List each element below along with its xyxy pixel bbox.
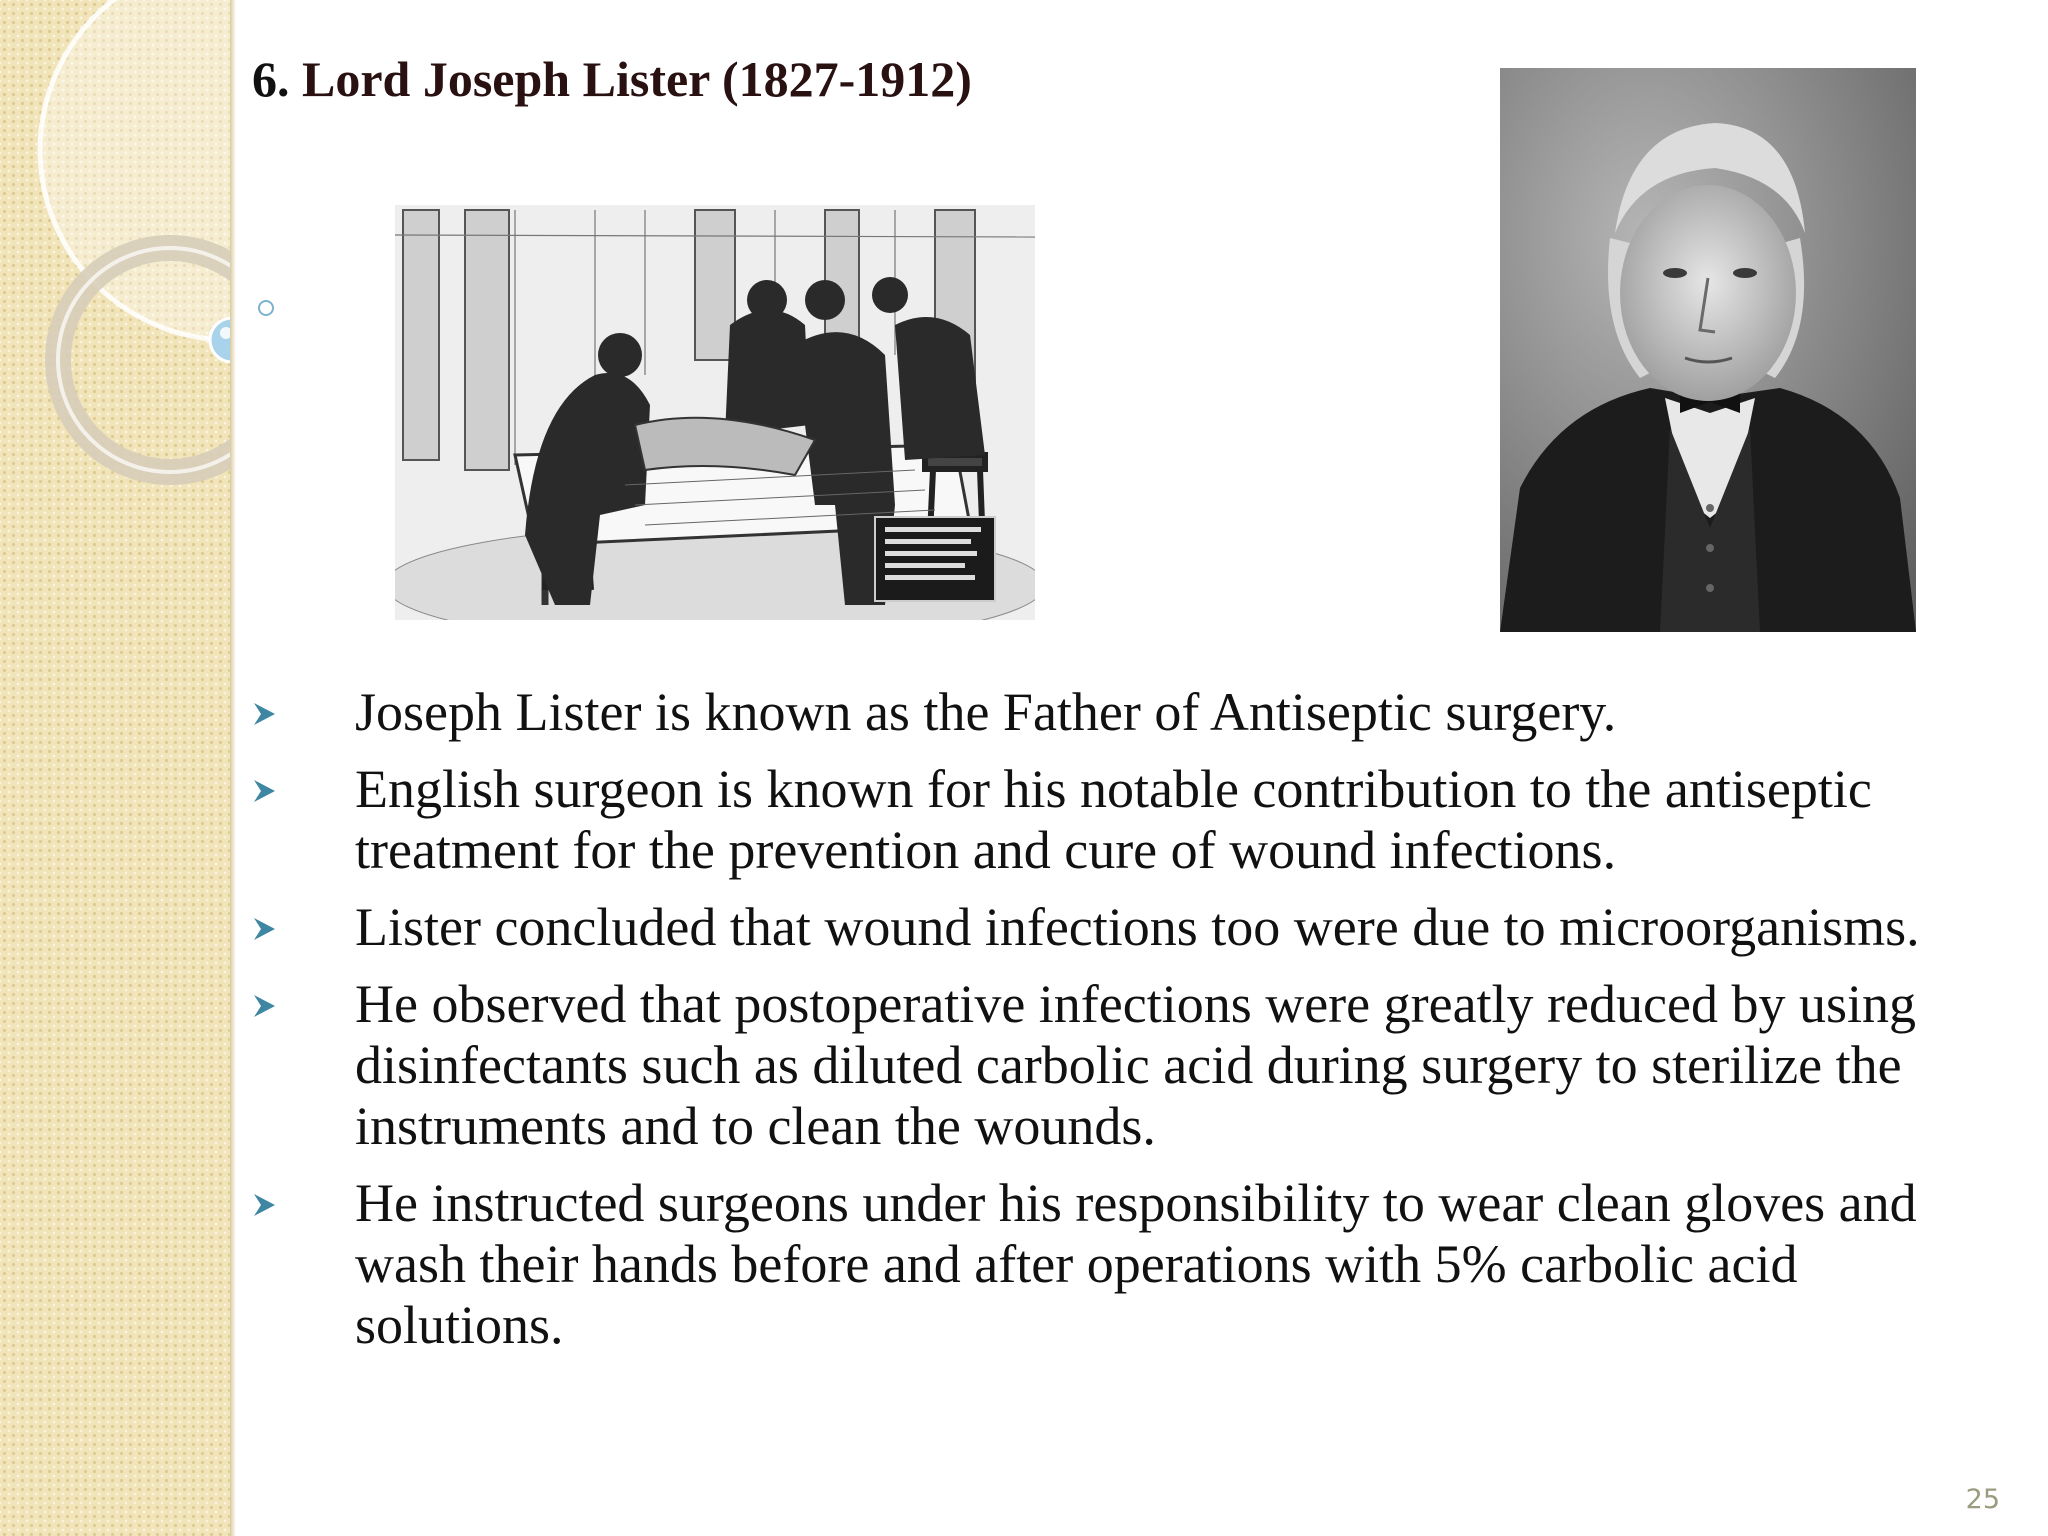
sidebar-edge <box>230 0 236 1536</box>
bullet-text: English surgeon is known for his notable contribution to the antiseptic treatment for the prevention and cure of wound infections. <box>355 759 1872 880</box>
decorative-sidebar <box>0 0 230 1536</box>
sidebar-decoration <box>0 0 230 1536</box>
bullet-item <box>252 974 2012 1157</box>
bullet-list <box>252 682 2012 1372</box>
page-number: 25 <box>1965 1484 2000 1515</box>
joseph-lister-portrait-image <box>1500 68 1916 632</box>
title-number: 6. <box>252 51 290 107</box>
bullet-item <box>252 682 2012 743</box>
bullet-text: He observed that postoperative infections were greatly reduced by using disinfectants such as diluted carbolic acid during surgery to sterilize the instruments and to clean the wounds. <box>355 974 1916 1156</box>
arrowhead-bullet-icon <box>252 779 276 803</box>
bullet-text: Joseph Lister is known as the Father of Antiseptic surgery. <box>355 682 1617 742</box>
bullet-item <box>252 759 2012 881</box>
slide-title <box>252 50 972 108</box>
bullet-item <box>252 897 2012 958</box>
bullet-text: He instructed surgeons under his responsibility to wear clean gloves and wash their hands before and after operations with 5% carbolic acid solutions. <box>355 1173 1917 1355</box>
title-text: Lord Joseph Lister (1827-1912) <box>302 51 972 107</box>
arrowhead-bullet-icon <box>252 702 276 726</box>
arrowhead-bullet-icon <box>252 1193 276 1217</box>
arrowhead-bullet-icon <box>252 917 276 941</box>
bullet-text: Lister concluded that wound infections too were due to microorganisms. <box>355 897 1920 957</box>
bullet-item <box>252 1173 2012 1356</box>
small-bubble-icon <box>252 288 292 328</box>
arrowhead-bullet-icon <box>252 994 276 1018</box>
surgery-engraving-image <box>395 205 1035 620</box>
